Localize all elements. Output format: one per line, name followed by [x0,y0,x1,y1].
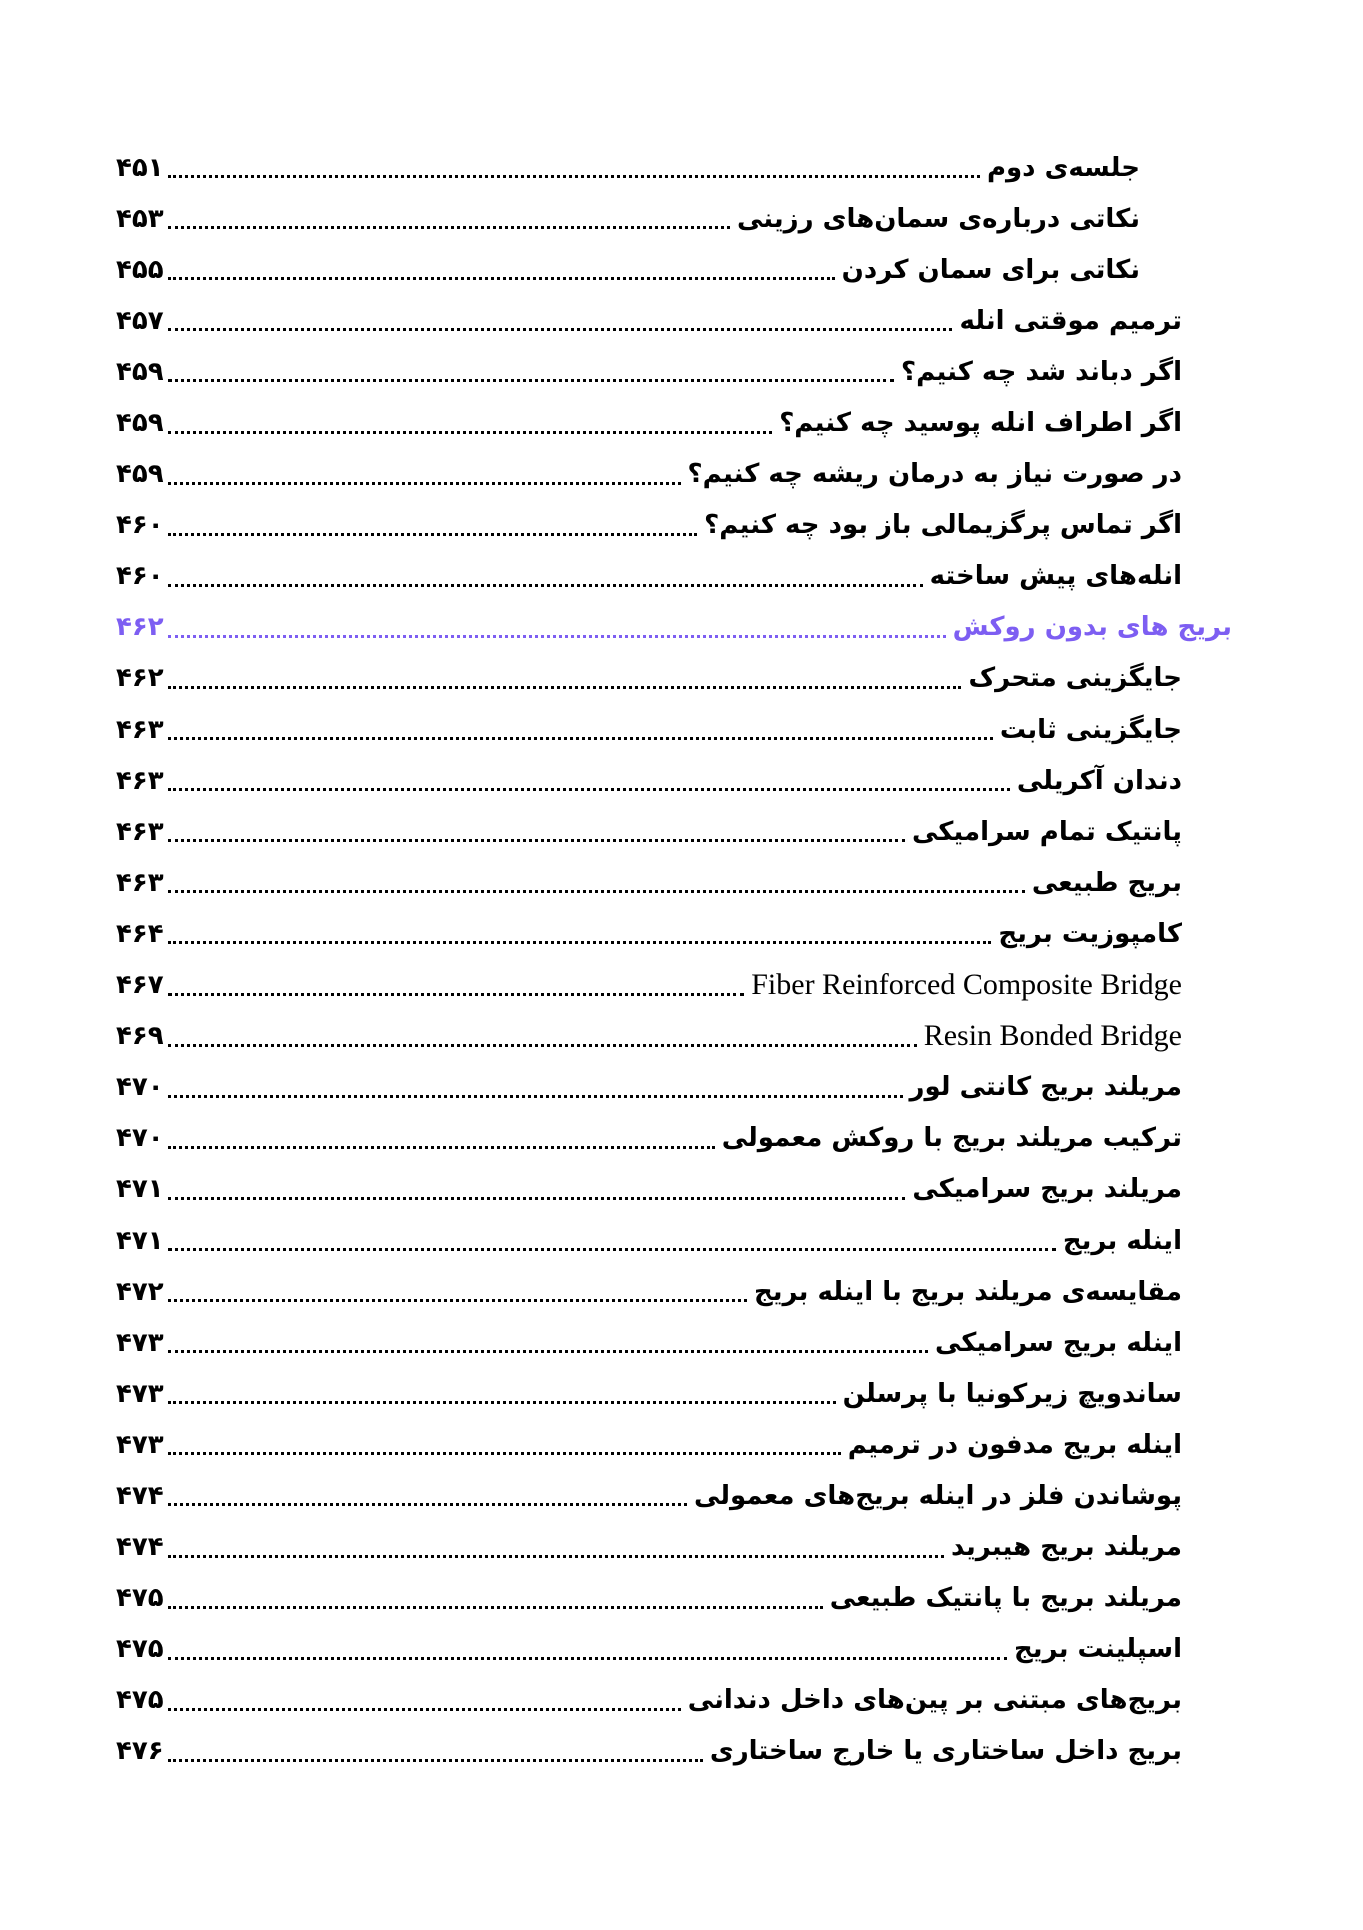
toc-entry-page-number: ۴۶۲ [116,663,164,694]
toc-entry-title: Fiber Reinforced Composite Bridge [751,968,1182,1002]
dotted-leader [168,1299,747,1302]
toc-entry-page-number: ۴۷۶ [116,1736,164,1767]
toc-entry [116,551,1232,602]
dotted-leader [168,1350,928,1353]
toc-entry-title: اگر دباند شد چه کنیم؟ [901,356,1182,387]
dotted-leader [168,175,980,178]
toc-entry-title: ترمیم موقتی انله [959,305,1182,336]
toc-entry-page-number: ۴۶۷ [116,970,164,1001]
dotted-leader [168,839,905,842]
dotted-leader [168,277,835,280]
toc-entry-page-number: ۴۶۲ [116,612,164,643]
toc-entry-page-number: ۴۶۳ [116,867,164,898]
dotted-leader [168,1503,687,1506]
toc-entry [116,1317,1232,1368]
dotted-leader [168,328,953,331]
dotted-leader [168,1146,715,1149]
dotted-leader [168,1248,1056,1251]
toc-entry [116,1266,1232,1317]
toc-entry-title: جایگزینی ثابت [999,714,1182,745]
toc-entry-title: مریلند بریج کانتی لور [909,1072,1182,1103]
toc-entry-page-number: ۴۶۳ [116,765,164,796]
toc-entry-title: کامپوزیت بریج [998,918,1182,949]
toc-entry-page-number: ۴۷۱ [116,1174,164,1205]
dotted-leader [168,635,946,638]
toc-entry-page-number: ۴۷۳ [116,1429,164,1460]
dotted-leader [168,788,1010,791]
toc-entry-title: ساندویچ زیرکونیا با پرسلن [842,1378,1182,1409]
toc-entry-title: اینله بریج سرامیکی [935,1327,1182,1358]
toc-entry [116,295,1232,346]
toc-entry-page-number: ۴۶۰ [116,510,164,541]
toc-entry-title: پانتیک تمام سرامیکی [911,816,1182,847]
toc-entry-title: مریلند بریج هیبرید [950,1532,1182,1563]
dotted-leader [168,686,962,689]
toc-entry [116,1624,1232,1675]
toc-entry-title: در صورت نیاز به درمان ریشه چه کنیم؟ [687,459,1182,490]
toc-entry [116,1470,1232,1521]
toc-entry [116,857,1232,908]
toc-entry-title: جایگزینی متحرک [968,663,1182,694]
toc-entry [116,193,1232,244]
toc-entry-title: اگر تماس پرگزیمالی باز بود چه کنیم؟ [704,510,1182,541]
toc-entry-page-number: ۴۷۴ [116,1480,164,1511]
dotted-leader [168,431,773,434]
dotted-leader [168,993,745,996]
toc-entry [116,244,1232,295]
toc-entry-title: انله‌های پیش ساخته [929,561,1182,592]
dotted-leader [168,226,730,229]
toc-entry-page-number: ۴۷۳ [116,1327,164,1358]
toc-entry-page-number: ۴۷۰ [116,1123,164,1154]
dotted-leader [168,584,923,587]
toc-entry-page-number: ۴۵۹ [116,356,164,387]
toc-entry-page-number: ۴۷۰ [116,1072,164,1103]
toc-entry-title: مقایسه‌ی مریلند بریج با اینله بریج [754,1276,1182,1307]
dotted-leader [168,1452,841,1455]
toc-section-heading [116,602,1232,653]
toc-entry-page-number: ۴۵۳ [116,203,164,234]
toc-entry-title: Resin Bonded Bridge [923,1019,1182,1053]
dotted-leader [168,1044,917,1047]
toc-entry [116,1368,1232,1419]
toc-entry [116,1675,1232,1726]
dotted-leader [168,1555,944,1558]
dotted-leader [168,1095,903,1098]
toc-entry-page-number: ۴۷۵ [116,1583,164,1614]
toc-entry-page-number: ۴۷۲ [116,1276,164,1307]
toc-entry-title: اینله بریج مدفون در ترمیم [847,1429,1182,1460]
dotted-leader [168,482,681,485]
toc-entry-title: بریج طبیعی [1031,867,1182,898]
dotted-leader [168,533,698,536]
toc-entry-title: نکاتی درباره‌ی سمان‌های رزینی [736,203,1140,234]
toc-entry [116,142,1232,193]
toc-entry [116,449,1232,500]
toc-entry [116,908,1232,959]
toc-entry [116,1419,1232,1470]
toc-entry [116,500,1232,551]
toc-entry-page-number: ۴۷۱ [116,1225,164,1256]
toc-entry-page-number: ۴۷۴ [116,1532,164,1563]
toc-entry-page-number: ۴۷۳ [116,1378,164,1409]
toc-entry-page-number: ۴۶۳ [116,816,164,847]
toc-entry [116,653,1232,704]
toc-entry-title: اسپلینت بریج [1014,1634,1182,1665]
toc-entry [116,1113,1232,1164]
toc-entry-page-number: ۴۵۱ [116,152,164,183]
toc-entry-page-number: ۴۶۳ [116,714,164,745]
toc-entry [116,1011,1232,1062]
toc-entry-page-number: ۴۶۰ [116,561,164,592]
toc-entry-page-number: ۴۶۴ [116,918,164,949]
toc-entry-title: ترکیب مریلند بریج با روکش معمولی [721,1123,1182,1154]
dotted-leader [168,1708,681,1711]
dotted-leader [168,1197,906,1200]
toc-entry [116,1062,1232,1113]
dotted-leader [168,1401,836,1404]
dotted-leader [168,1606,823,1609]
toc-entry-title: مریلند بریج سرامیکی [912,1174,1182,1205]
toc-entry-page-number: ۴۵۹ [116,408,164,439]
toc-entry-page-number: ۴۶۹ [116,1021,164,1052]
toc-entry-title: بریج های بدون روکش [952,612,1232,643]
toc-entry [116,755,1232,806]
toc-entry [116,397,1232,448]
dotted-leader [168,1657,1007,1660]
toc-entry-title: نکاتی برای سمان کردن [841,254,1140,285]
toc-entry-title: دندان آکریلی [1016,765,1182,796]
toc-entry-title: اینله بریج [1062,1225,1182,1256]
toc-entry-title: پوشاندن فلز در اینله بریج‌های معمولی [693,1480,1182,1511]
toc-entry-title: بریج‌های مبتنی بر پین‌های داخل دندانی [687,1685,1182,1716]
toc-entry [116,1522,1232,1573]
toc-entry [116,1573,1232,1624]
toc-entry [116,1215,1232,1266]
toc-entry-page-number: ۴۵۹ [116,459,164,490]
toc-entry-title: جلسه‌ی دوم [986,152,1140,183]
toc-entry-title: بریج داخل ساختاری یا خارج ساختاری [709,1736,1182,1767]
toc-entry-page-number: ۴۵۷ [116,305,164,336]
toc-entry [116,806,1232,857]
dotted-leader [168,737,993,740]
toc-entry [116,1726,1232,1777]
dotted-leader [168,379,894,382]
toc-entry-title: اگر اطراف انله پوسید چه کنیم؟ [779,408,1182,439]
toc-list [116,142,1232,1777]
toc-entry [116,960,1232,1011]
toc-entry-page-number: ۴۵۵ [116,254,164,285]
dotted-leader [168,890,1025,893]
toc-entry-page-number: ۴۷۵ [116,1685,164,1716]
toc-entry [116,346,1232,397]
dotted-leader [168,1759,703,1762]
dotted-leader [168,941,992,944]
toc-entry [116,704,1232,755]
toc-entry-title: مریلند بریج با پانتیک طبیعی [829,1583,1182,1614]
toc-entry [116,1164,1232,1215]
toc-entry-page-number: ۴۷۵ [116,1634,164,1665]
